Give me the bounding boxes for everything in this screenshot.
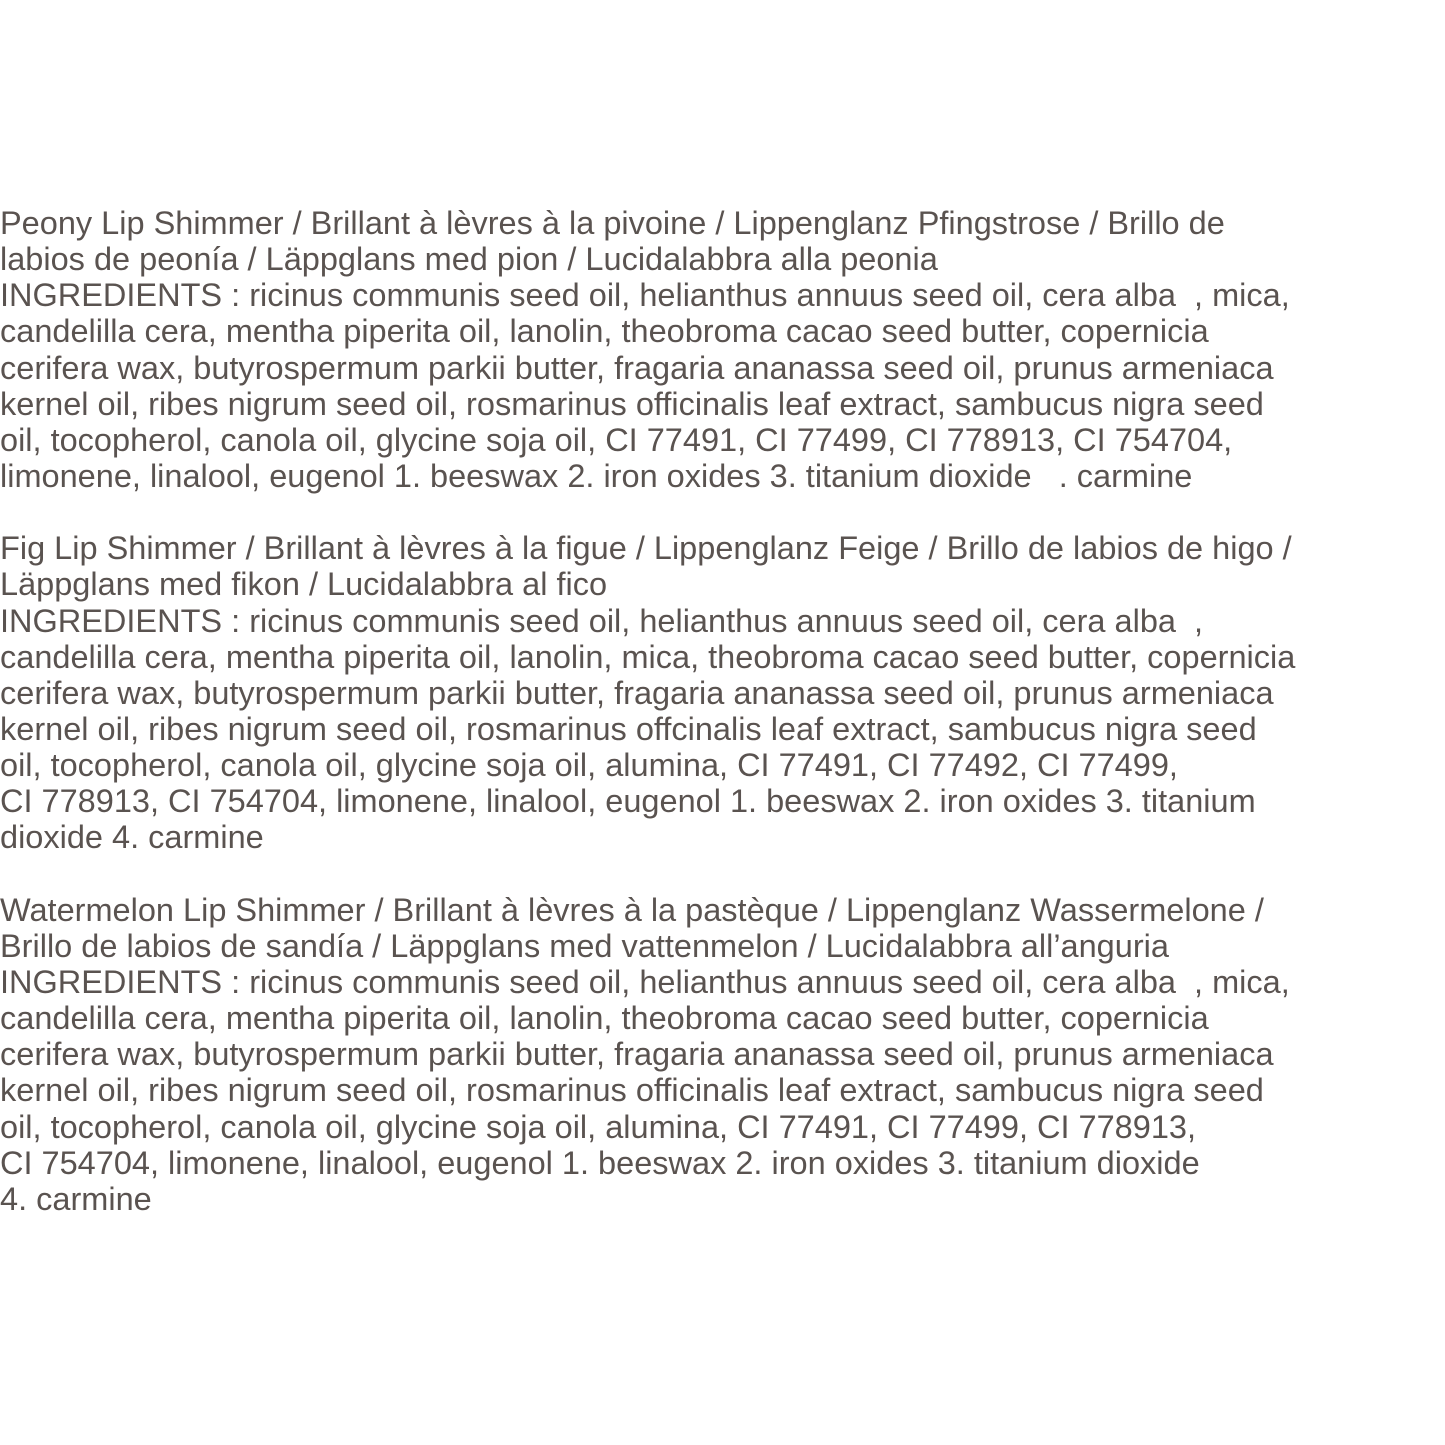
text-line: oil, tocopherol, canola oil, glycine soja oil, alumina, CI 77491, CI 77492, CI 77499, <box>0 747 1178 784</box>
text-line: cerifera wax, butyrospermum parkii butter, fragaria ananassa seed oil, prunus armeniaca <box>0 674 1274 711</box>
text-line: oil, tocopherol, canola oil, glycine soja oil, alumina, CI 77491, CI 77499, CI 778913, <box>0 1108 1197 1145</box>
text-line: Fig Lip Shimmer / Brillant à lèvres à la figue / Lippenglanz Feige / Brillo de labios de higo / <box>0 530 1292 567</box>
text-line: INGREDIENTS : ricinus communis seed oil, helianthus annuus seed oil, cera alba , mica, <box>0 277 1290 314</box>
text-line: kernel oil, ribes nigrum seed oil, rosmarinus offcinalis leaf extract, sambucus nigra seed <box>0 710 1257 747</box>
text-line: limonene, linalool, eugenol 1. beeswax 2. iron oxides 3. titanium dioxide . carmine <box>0 457 1193 494</box>
text-line: cerifera wax, butyrospermum parkii butter, fragaria ananassa seed oil, prunus armeniaca <box>0 349 1274 386</box>
text-line: Läppglans med fikon / Lucidalabbra al fico <box>0 566 608 603</box>
text-line: INGREDIENTS : ricinus communis seed oil, helianthus annuus seed oil, cera alba , mica, <box>0 963 1290 1000</box>
text-line: oil, tocopherol, canola oil, glycine soja oil, CI 77491, CI 77499, CI 778913, CI 754704, <box>0 421 1233 458</box>
text-line: cerifera wax, butyrospermum parkii butter, fragaria ananassa seed oil, prunus armeniaca <box>0 1036 1274 1073</box>
text-line: INGREDIENTS : ricinus communis seed oil, helianthus annuus seed oil, cera alba , <box>0 602 1204 639</box>
text-line: kernel oil, ribes nigrum seed oil, rosmarinus officinalis leaf extract, sambucus nigra seed <box>0 1072 1264 1109</box>
text-line: 4. carmine <box>0 1180 152 1217</box>
text-line: CI 754704, limonene, linalool, eugenol 1. beeswax 2. iron oxides 3. titanium dioxide <box>0 1144 1200 1181</box>
text-line: dioxide 4. carmine <box>0 819 264 856</box>
watermelon-lip-shimmer-block <box>0 892 1445 1217</box>
text-line: candelilla cera, mentha piperita oil, lanolin, theobroma cacao seed butter, copernicia <box>0 313 1209 350</box>
text-line: CI 778913, CI 754704, limonene, linalool, eugenol 1. beeswax 2. iron oxides 3. titanium <box>0 783 1256 820</box>
fig-lip-shimmer-block <box>0 530 1445 855</box>
text-line: Watermelon Lip Shimmer / Brillant à lèvres à la pastèque / Lippenglanz Wassermelone / <box>0 891 1264 928</box>
text-line: Peony Lip Shimmer / Brillant à lèvres à la pivoine / Lippenglanz Pfingstrose / Brillo de <box>0 205 1225 241</box>
text-line: Brillo de labios de sandía / Läppglans med vattenmelon / Lucidalabbra all’anguria <box>0 927 1169 964</box>
ingredients-document <box>0 205 1445 1253</box>
text-line: kernel oil, ribes nigrum seed oil, rosmarinus officinalis leaf extract, sambucus nigra seed <box>0 385 1264 422</box>
text-line: candelilla cera, mentha piperita oil, lanolin, theobroma cacao seed butter, copernicia <box>0 1000 1209 1037</box>
peony-lip-shimmer-block <box>0 205 1445 494</box>
text-line: candelilla cera, mentha piperita oil, lanolin, mica, theobroma cacao seed butter, copernicia <box>0 638 1296 675</box>
text-line: labios de peonía / Läppglans med pion / Lucidalabbra alla peonia <box>0 241 938 278</box>
